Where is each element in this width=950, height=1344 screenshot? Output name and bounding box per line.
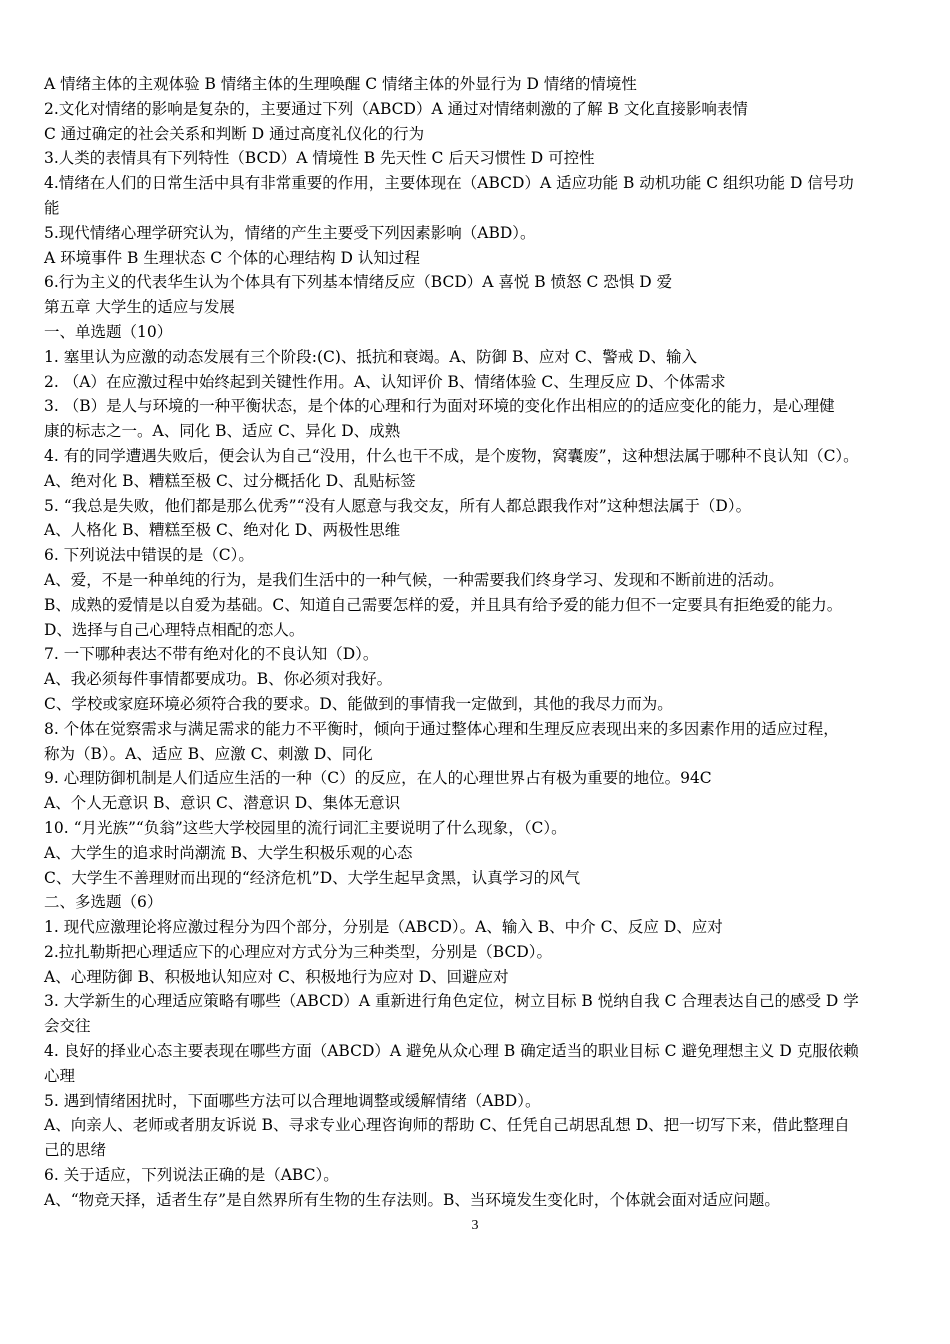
text-line: 2.拉扎勒斯把心理适应下的心理应对方式分为三种类型，分别是（BCD）。 bbox=[44, 942, 553, 961]
text-line: 称为（B）。A、适应 B、应激 C、刺激 D、同化 bbox=[44, 744, 373, 763]
text-line: A、爱，不是一种单纯的行为，是我们生活中的一种气候，一种需要我们终身学习、发现和不断前进的活动。 bbox=[44, 570, 784, 589]
text-line: 4.情绪在人们的日常生活中具有非常重要的作用，主要体现在（ABCD）A 适应功能 B 动机功能 C 组织功能 D 信号功 bbox=[44, 174, 854, 193]
text-line: C、学校或家庭环境必须符合我的要求。D、能做到的事情我一定做到，其他的我尽力而为。 bbox=[44, 694, 673, 713]
text-line: 3. 大学新生的心理适应策略有哪些（ABCD）A 重新进行角色定位，树立目标 B 悦纳自我 C 合理表达自己的感受 D 学 bbox=[44, 992, 859, 1011]
text-line: 二、多选题（6） bbox=[44, 893, 163, 912]
text-line: A、个人无意识 B、意识 C、潜意识 D、集体无意识 bbox=[44, 794, 401, 813]
text-line: 1. 塞里认为应激的动态发展有三个阶段:(C)、抵抗和衰竭。A、防御 B、应对 C、警戒 D、输入 bbox=[44, 347, 698, 366]
text-line: 4. 良好的择业心态主要表现在哪些方面（ABCD）A 避免从众心理 B 确定适当的职业目标 C 避免理想主义 D 克服依赖 bbox=[44, 1042, 859, 1061]
text-line: A、绝对化 B、糟糕至极 C、过分概括化 D、乱贴标签 bbox=[44, 471, 416, 490]
text-line: 6.行为主义的代表华生认为个体具有下列基本情绪反应（BCD）A 喜悦 B 愤怒 C 恐惧 D 爱 bbox=[44, 273, 673, 292]
text-line: 5. “我总是失败，他们都是那么优秀”“没有人愿意与我交友，所有人都总跟我作对”这种想法属于（D）。 bbox=[44, 496, 752, 515]
text-line: A 环境事件 B 生理状态 C 个体的心理结构 D 认知过程 bbox=[44, 248, 420, 267]
text-line: 3. （B）是人与环境的一种平衡状态，是个体的心理和行为面对环境的变化作出相应的的适应变化的能力，是心理健 bbox=[44, 397, 835, 416]
text-line: 10. “月光族”“负翁”这些大学校园里的流行词汇主要说明了什么现象，（C）。 bbox=[44, 818, 567, 837]
text-line: 第五章 大学生的适应与发展 bbox=[44, 298, 235, 317]
text-line: A、心理防御 B、积极地认知应对 C、积极地行为应对 D、回避应对 bbox=[44, 967, 509, 986]
text-line: A、“物竞天择，适者生存”是自然界所有生物的生存法则。B、当环境发生变化时，个体就会面对适应问题。 bbox=[44, 1190, 780, 1209]
page-number: 3 bbox=[471, 1218, 479, 1233]
text-line: 7. 一下哪种表达不带有绝对化的不良认知（D）。 bbox=[44, 645, 379, 664]
text-line: 会交往 bbox=[44, 1017, 91, 1036]
text-line: 6. 下列说法中错误的是（C）。 bbox=[44, 546, 254, 565]
text-line: C 通过确定的社会关系和判断 D 通过高度礼仪化的行为 bbox=[44, 124, 425, 143]
text-line: 3.人类的表情具有下列特性（BCD）A 情境性 B 先天性 C 后天习惯性 D 可控性 bbox=[44, 149, 595, 168]
text-line: A、我必须每件事情都要成功。B、你必须对我好。 bbox=[44, 670, 393, 689]
text-line: 己的思绪 bbox=[44, 1141, 107, 1160]
text-line: 2. （A）在应激过程中始终起到关键性作用。A、认知评价 B、情绪体验 C、生理反应 D、个体需求 bbox=[44, 372, 726, 391]
text-line: D、选择与自己心理特点相配的恋人。 bbox=[44, 620, 305, 639]
text-line: B、成熟的爱情是以自爱为基础。C、知道自己需要怎样的爱，并且具有给予爱的能力但不一定要具有拒绝爱的能力。 bbox=[44, 595, 843, 614]
text-line: 8. 个体在觉察需求与满足需求的能力不平衡时，倾向于通过整体心理和生理反应表现出来的多因素作用的适应过程， bbox=[44, 719, 839, 738]
text-line: 5. 遇到情绪困扰时，下面哪些方法可以合理地调整或缓解情绪（ABD）。 bbox=[44, 1091, 541, 1110]
text-line: 2.文化对情绪的影响是复杂的，主要通过下列（ABCD）A 通过对情绪刺激的了解 B 文化直接影响表情 bbox=[44, 99, 748, 118]
text-line: A 情绪主体的主观体验 B 情绪主体的生理唤醒 C 情绪主体的外显行为 D 情绪的情境性 bbox=[44, 75, 637, 93]
text-line: 康的标志之一。A、同化 B、适应 C、异化 D、成熟 bbox=[44, 422, 401, 441]
text-line: 9. 心理防御机制是人们适应生活的一种（C）的反应，在人的心理世界占有极为重要的地位。94C bbox=[44, 769, 712, 788]
text-line: 6. 关于适应，下列说法正确的是（ABC）。 bbox=[44, 1166, 339, 1185]
text-line: A、向亲人、老师或者朋友诉说 B、寻求专业心理咨询师的帮助 C、任凭自己胡思乱想 D、把一切写下来，借此整理自 bbox=[44, 1116, 850, 1135]
document-body bbox=[44, 72, 910, 1213]
text-line: 4. 有的同学遭遇失败后，便会认为自己“没用，什么也干不成，是个废物，窝囊废”，这种想法属于哪种不良认知（C）。 bbox=[44, 446, 859, 465]
text-line: 1. 现代应激理论将应激过程分为四个部分，分别是（ABCD）。A、输入 B、中介 C、反应 D、应对 bbox=[44, 918, 723, 937]
text-line: C、大学生不善理财而出现的“经济危机”D、大学生起早贪黑，认真学习的风气 bbox=[44, 868, 581, 887]
text-line: 5.现代情绪心理学研究认为，情绪的产生主要受下列因素影响（ABD）。 bbox=[44, 223, 536, 242]
text-line: A、大学生的追求时尚潮流 B、大学生积极乐观的心态 bbox=[44, 843, 413, 862]
text-line: A、人格化 B、糟糕至极 C、绝对化 D、两极性思维 bbox=[44, 521, 401, 540]
text-line: 一、单选题（10） bbox=[44, 322, 173, 341]
text-line: 心理 bbox=[44, 1066, 76, 1085]
text-line: 能 bbox=[44, 198, 60, 217]
